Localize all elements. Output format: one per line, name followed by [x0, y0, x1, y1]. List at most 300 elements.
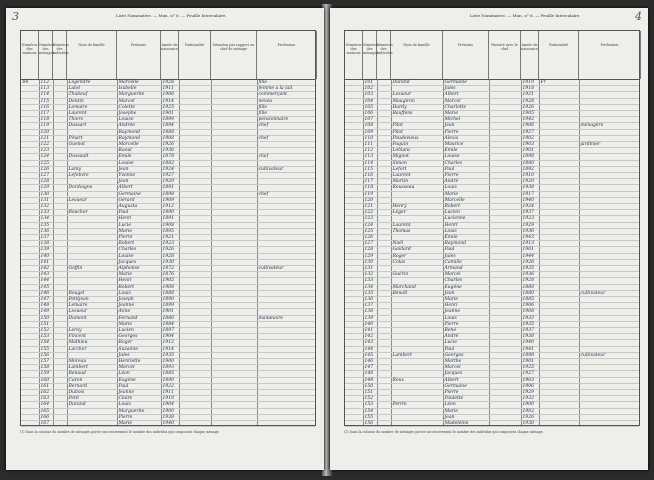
table-cell: Louise [118, 253, 134, 259]
table-cell: Raymond [118, 129, 140, 135]
table-cell [347, 409, 363, 415]
table-cell: 134 [40, 216, 50, 222]
table-cell: 1899 [162, 117, 174, 123]
table-cell: 1914 [162, 346, 174, 352]
table-cell [347, 371, 363, 377]
table-cell [55, 316, 67, 322]
table-cell: Albert [118, 185, 133, 191]
table-cell: 1921 [162, 235, 174, 240]
table-cell [347, 167, 363, 173]
table-cell [491, 210, 521, 216]
table-cell [213, 365, 257, 371]
table-cell [491, 396, 521, 402]
table-cell: 106 [364, 111, 374, 116]
table-cell: 1902 [522, 135, 534, 141]
table-cell [491, 179, 521, 185]
table-cell: 145 [364, 352, 374, 358]
table-cell: 1928 [162, 80, 174, 85]
table-cell [347, 117, 363, 123]
table-cell [581, 285, 641, 291]
table-cell: 117 [364, 179, 374, 185]
table-cell: Lesueur [392, 92, 412, 98]
table-cell [491, 303, 521, 309]
table-cell [55, 378, 67, 384]
table-cell: 119 [40, 123, 50, 129]
table-cell [379, 402, 391, 408]
table-cell [23, 291, 39, 297]
table-cell: Goffin [68, 266, 83, 271]
table-cell [347, 198, 363, 204]
table-cell [181, 223, 211, 229]
table-cell [541, 148, 579, 154]
table-cell [347, 148, 363, 154]
table-cell [213, 421, 257, 427]
table-cell [379, 154, 391, 160]
table-cell [23, 105, 39, 111]
table-cell: 112 [40, 80, 50, 85]
table-cell: 155 [364, 414, 374, 420]
table-cell [491, 192, 521, 198]
table-cell: 1872 [162, 266, 174, 271]
table-cell [213, 86, 257, 92]
table-cell: 149 [364, 377, 374, 383]
table-cell [541, 210, 579, 216]
table-cell: Vincent [68, 334, 86, 340]
page-header: Liste Nominative. — Mun. n° 6. — Feuille Intercalaire. [116, 13, 227, 18]
table-cell [213, 148, 257, 154]
table-cell [541, 359, 579, 365]
table-cell: 1885 [162, 371, 174, 377]
table-cell [181, 241, 211, 247]
table-cell [259, 303, 317, 309]
table-cell [541, 111, 579, 117]
page-number: 3 [12, 10, 19, 23]
table-cell [55, 291, 67, 297]
table-cell: 148 [40, 303, 50, 309]
table-cell [347, 260, 363, 266]
table-cell [55, 235, 67, 241]
table-cell: 1935 [522, 266, 534, 271]
table-cell: Charles [118, 247, 137, 253]
table-cell: Mignot [392, 154, 409, 160]
table-cell: Dumont [68, 315, 87, 321]
table-cell [213, 272, 257, 278]
table-cell [181, 185, 211, 191]
table-cell [69, 229, 117, 235]
table-cell [181, 328, 211, 334]
table-cell [55, 285, 67, 291]
table-cell [181, 254, 211, 260]
table-cell: 1928 [522, 278, 534, 284]
table-cell [581, 80, 641, 86]
table-cell: 155 [40, 346, 50, 352]
table-cell [379, 347, 391, 353]
table-cell: Maurice [444, 142, 464, 147]
table-cell: 1942 [522, 117, 534, 123]
table-cell [541, 216, 579, 222]
table-cell [181, 334, 211, 340]
table-cell [213, 80, 257, 86]
table-cell [491, 154, 521, 160]
table-cell [541, 291, 579, 297]
table-cell [491, 223, 521, 229]
table-cell: 1926 [522, 414, 534, 420]
table-cell [259, 402, 317, 408]
table-cell [55, 415, 67, 421]
table-cell: chef [258, 123, 269, 129]
table-cell: 128 [364, 247, 374, 253]
table-cell [259, 328, 317, 334]
table-cell [55, 161, 67, 167]
table-cell [23, 117, 39, 123]
table-cell [581, 179, 641, 185]
table-cell: Roux [392, 377, 405, 383]
table-cell: 122 [364, 210, 374, 216]
table-cell: 125 [364, 228, 374, 234]
table-cell: Henri [118, 216, 132, 222]
table-cell: Leroy [68, 328, 82, 333]
table-cell: Marie [444, 111, 459, 116]
table-cell [181, 285, 211, 291]
table-cell [213, 316, 257, 322]
table-cell [55, 154, 67, 160]
table-cell [581, 415, 641, 421]
table-cell: Marguerite [118, 92, 145, 98]
table-cell [491, 216, 521, 222]
table-cell: Henri [118, 278, 132, 284]
table-cell [379, 247, 391, 253]
table-cell: 1929 [522, 390, 534, 395]
table-cell: pensionnaire [258, 117, 289, 123]
table-cell [181, 365, 211, 371]
table-cell [23, 278, 39, 284]
table-cell [491, 291, 521, 297]
table-cell: 129 [40, 185, 50, 191]
table-cell [213, 204, 257, 210]
table-cell: 1912 [162, 340, 174, 346]
table-cell [181, 409, 211, 415]
table-cell [491, 111, 521, 117]
table-cell [581, 322, 641, 328]
page-header: Liste Nominative. — Mun. n° 6. — Feuille Intercalaire. [470, 13, 581, 18]
table-cell [581, 105, 641, 111]
table-cell [379, 99, 391, 105]
table-cell [181, 123, 211, 129]
table-cell: Simon [392, 160, 407, 166]
table-cell: 147 [40, 297, 50, 302]
table-cell: cultivateur [580, 290, 606, 296]
table-cell [491, 161, 521, 167]
table-cell: Marie [118, 321, 133, 327]
table-cell [379, 353, 391, 359]
table-cell [347, 179, 363, 185]
table-cell [23, 204, 39, 210]
table-cell: chef [258, 154, 269, 160]
table-cell [69, 278, 117, 284]
table-cell: 1905 [522, 111, 534, 116]
table-cell [259, 247, 317, 253]
table-cell [259, 384, 317, 390]
table-cell: 123 [364, 216, 374, 222]
table-cell: Alexis [444, 135, 459, 141]
table-cell: 1906 [522, 383, 534, 389]
table-cell [55, 390, 67, 396]
table-cell [347, 322, 363, 328]
table-cell: Joseph [118, 297, 134, 302]
table-cell [379, 117, 391, 123]
table-cell [23, 148, 39, 154]
table-cell: Marcelle [444, 197, 465, 203]
table-cell [23, 161, 39, 167]
column-header: Nom de famille [391, 31, 443, 79]
table-cell: 1926 [162, 142, 174, 147]
table-cell [541, 340, 579, 346]
table-cell [347, 86, 363, 92]
table-cell [55, 136, 67, 142]
table-cell [541, 154, 579, 160]
table-cell [379, 216, 391, 222]
table-cell: Jean [444, 414, 455, 420]
table-cell: Pierre [444, 173, 459, 178]
table-cell: 131 [364, 266, 374, 271]
table-cell [181, 111, 211, 117]
table-cell: 1893 [162, 365, 174, 371]
table-cell: Larcher [68, 346, 87, 352]
table-cell [379, 396, 391, 402]
table-cell [213, 210, 257, 216]
table-cell: 1890 [162, 377, 174, 383]
table-cell: Lalot [68, 86, 81, 92]
table-cell: Dordoigne [68, 185, 93, 191]
table-cell: Isabelle [118, 86, 137, 92]
table-cell [379, 384, 391, 390]
table-cell [181, 167, 211, 173]
table-cell [23, 92, 39, 98]
table-cell: 1919 [522, 80, 534, 85]
table-cell [259, 409, 317, 415]
table-cell [393, 384, 443, 390]
table-cell [69, 272, 117, 278]
table-cell [55, 309, 67, 315]
table-cell [393, 216, 443, 222]
table-cell: Marcel [444, 365, 461, 371]
table-cell [541, 371, 579, 377]
table-cell [541, 86, 579, 92]
table-cell: Maugiron [392, 98, 415, 104]
table-cell: 116 [40, 104, 50, 110]
table-cell: 1920 [522, 179, 534, 185]
table-cell [213, 173, 257, 179]
table-cell: 1937 [522, 328, 534, 333]
table-cell [541, 185, 579, 191]
table-cell [23, 260, 39, 266]
table-cell: Hardy [392, 104, 407, 110]
column-header: Numéros des maisons [345, 31, 363, 79]
table-cell: Lamy [68, 166, 81, 172]
table-cell: 1926 [162, 247, 174, 253]
table-cell: 147 [364, 365, 374, 371]
table-cell [55, 353, 67, 359]
table-cell: neveu [258, 98, 273, 104]
table-cell [541, 92, 579, 98]
table-cell [393, 415, 443, 421]
table-cell [23, 99, 39, 105]
table-cell: 1940 [522, 197, 534, 203]
table-cell [55, 198, 67, 204]
table-cell [581, 111, 641, 117]
table-cell: 1901 [162, 309, 174, 315]
table-cell [347, 359, 363, 365]
table-cell: 1892 [522, 166, 534, 172]
table-cell: 1925 [522, 365, 534, 371]
table-cell [541, 421, 579, 427]
table-cell [347, 309, 363, 315]
table-cell: 127 [364, 241, 374, 247]
column-header: Nationalité [539, 31, 579, 79]
table-cell [181, 390, 211, 396]
table-cell [69, 353, 117, 359]
table-cell: Michel [444, 117, 461, 123]
table-cell: 1940 [162, 421, 174, 426]
table-cell [55, 402, 67, 408]
table-cell [213, 179, 257, 185]
table-cell: 1938 [522, 185, 534, 191]
table-cell [541, 415, 579, 421]
table-cell: 1926 [522, 259, 534, 265]
table-cell [581, 185, 641, 191]
table-cell [491, 229, 521, 235]
table-cell [581, 204, 641, 210]
table-cell [69, 216, 117, 222]
table-cell [379, 285, 391, 291]
table-cell [23, 309, 39, 315]
table-cell: Jean [444, 123, 455, 129]
table-cell: 1927 [522, 129, 534, 135]
table-cell [581, 334, 641, 340]
table-cell: 1914 [162, 98, 174, 104]
table-cell: 1901 [522, 247, 534, 253]
table-cell [379, 179, 391, 185]
table-cell: Poudevieux [392, 135, 419, 141]
table-cell: 1937 [522, 210, 534, 216]
table-cell [491, 297, 521, 303]
table-cell [347, 384, 363, 390]
table-cell [55, 204, 67, 210]
table-cell: Jules [444, 86, 456, 92]
table-cell [213, 216, 257, 222]
table-cell [541, 136, 579, 142]
table-cell: 1938 [522, 334, 534, 340]
table-cell: Laurent [392, 173, 411, 178]
table-cell: Albert [444, 92, 459, 98]
table-cell: 133 [364, 278, 374, 284]
table-cell: 156 [40, 352, 50, 358]
table-cell: 109 [364, 129, 374, 135]
table-cell [393, 322, 443, 328]
table-cell [541, 266, 579, 272]
table-cell [69, 247, 117, 253]
table-cell: 101 [364, 80, 374, 85]
table-cell: 1906 [522, 303, 534, 309]
table-cell [541, 235, 579, 241]
table-cell [55, 123, 67, 129]
table-cell: 1930 [522, 421, 534, 426]
table-cell: 1888 [162, 129, 174, 135]
table-cell [491, 204, 521, 210]
table-cell: 107 [364, 117, 374, 123]
table-cell [55, 272, 67, 278]
table-cell [581, 136, 641, 142]
table-cell: Georges [118, 334, 138, 340]
table-cell [23, 167, 39, 173]
table-cell [581, 378, 641, 384]
table-cell [379, 297, 391, 303]
table-cell: 1906 [522, 123, 534, 129]
table-cell [581, 247, 641, 253]
table-cell [347, 136, 363, 142]
table-cell [259, 415, 317, 421]
table-cell [541, 285, 579, 291]
table-cell [541, 204, 579, 210]
table-cell: 1901 [522, 148, 534, 154]
table-cell [181, 105, 211, 111]
table-cell [55, 185, 67, 191]
table-cell: Marie [118, 421, 133, 426]
table-cell [181, 80, 211, 86]
table-cell: 1898 [522, 154, 534, 160]
table-cell [379, 303, 391, 309]
table-cell: 1903 [522, 142, 534, 147]
table-cell [541, 247, 579, 253]
table-cell [581, 365, 641, 371]
table-cell: 124 [40, 154, 50, 160]
table-cell: Jeanne [444, 309, 461, 315]
table-cell [379, 291, 391, 297]
table-cell [541, 179, 579, 185]
table-cell [213, 185, 257, 191]
table-cell [181, 229, 211, 235]
table-cell [259, 353, 317, 359]
table-cell [581, 328, 641, 334]
table-cell [23, 371, 39, 377]
table-cell [491, 260, 521, 266]
table-cell: ménagère [580, 123, 604, 129]
table-cell [541, 105, 579, 111]
table-cell [541, 353, 579, 359]
table-cell [181, 266, 211, 272]
table-cell: Jean [444, 290, 455, 296]
table-cell [491, 123, 521, 129]
table-cell: 143 [364, 340, 374, 346]
table-cell [393, 192, 443, 198]
table-cell [581, 210, 641, 216]
table-cell: 1911 [162, 390, 174, 395]
table-cell: 136 [364, 297, 374, 302]
table-cell: Émile [444, 235, 458, 240]
table-cell [379, 86, 391, 92]
table-cell: Lucie [444, 340, 458, 346]
table-cell [541, 192, 579, 198]
table-cell: Léon [444, 402, 456, 408]
table-cell: Dussault [68, 154, 89, 160]
table-cell: 134 [364, 284, 374, 290]
table-cell [181, 309, 211, 315]
table-cell [213, 142, 257, 148]
table-cell: chef [258, 135, 269, 141]
table-cell [23, 421, 39, 427]
table-cell [69, 409, 117, 415]
table-cell: 162 [40, 390, 50, 395]
